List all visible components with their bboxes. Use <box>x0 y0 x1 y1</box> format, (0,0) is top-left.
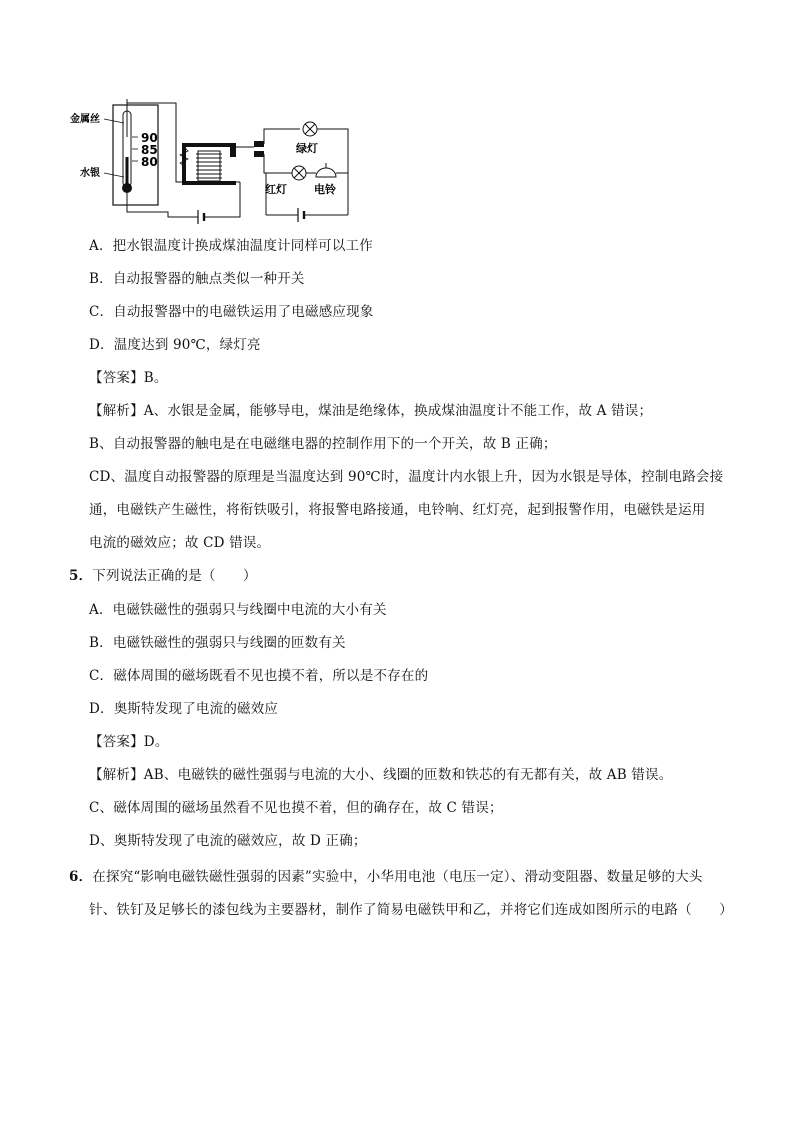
label-red-light: 红灯 <box>265 183 287 196</box>
q4-option-c: C．自动报警器中的电磁铁运用了电磁感应现象 <box>89 304 374 320</box>
q5-analysis-line-1: 【解析】AB、电磁铁的磁性强弱与电流的大小、线圈的匝数和铁芯的有无都有关，故 AB 错误。 <box>89 767 673 783</box>
tick-80: 80 <box>141 155 158 169</box>
q4-analysis-line-3: CD、温度自动报警器的原理是当温度达到 90℃时，温度计内水银上升，因为水银是导体，控制电路会接 <box>89 469 724 485</box>
q4-analysis-line-4: 通，电磁铁产生磁性，将衔铁吸引，将报警电路接通，电铃响、红灯亮，起到报警作用，电磁铁是运用 <box>89 502 706 518</box>
contact-top <box>254 141 264 147</box>
q4-analysis-line-1: 【解析】A、水银是金属，能够导电，煤油是绝缘体，换成煤油温度计不能工作，故 A 错误； <box>89 403 653 419</box>
q6-stem-text-1: 在探究“影响电磁铁磁性强弱的因素”实验中，小华用电池（电压一定）、滑动变阻器、数量足够的大头 <box>92 869 703 885</box>
label-green-light: 绿灯 <box>296 142 318 155</box>
q5-option-a: A．电磁铁磁性的强弱只与线圈中电流的大小有关 <box>89 602 387 618</box>
alarm-wire-green <box>264 129 300 144</box>
q5-analysis-line-3: D、奥斯特发现了电流的磁效应，故 D 正确； <box>89 833 367 849</box>
label-metal-wire: 金属丝 <box>70 114 100 125</box>
q6-stem-line-2: 针、铁钉及足够长的漆包线为主要器材，制作了简易电磁铁甲和乙，并将它们连成如图所示的电路（ ） <box>89 902 733 918</box>
q5-analysis-line-2: C、磁体周围的磁场虽然看不见也摸不着，但的确存在，故 C 错误； <box>89 800 503 816</box>
q5-option-d: D．奥斯特发现了电流的磁效应 <box>89 701 279 717</box>
q5-option-c: C．磁体周围的磁场既看不见也摸不着，所以是不存在的 <box>89 668 429 684</box>
tick-90: 90 <box>141 131 158 145</box>
label-bell: 电铃 <box>314 183 336 196</box>
q4-option-a: A．把水银温度计换成煤油温度计同样可以工作 <box>89 238 373 254</box>
q4-answer: 【答案】B。 <box>89 370 168 386</box>
electric-bell <box>316 168 336 177</box>
contact-bottom <box>254 151 264 157</box>
q5-stem-text: 下列说法正确的是（ ） <box>92 568 257 584</box>
q4-option-d: D．温度达到 90℃，绿灯亮 <box>89 337 261 353</box>
q4-option-b: B．自动报警器的触点类似一种开关 <box>89 271 305 287</box>
q5-option-b: B．电磁铁磁性的强弱只与线圈的匝数有关 <box>89 635 346 651</box>
q5-answer: 【答案】D。 <box>89 734 169 750</box>
metal-wire-pointer <box>104 119 124 123</box>
q6-stem-line-1 <box>69 867 703 887</box>
mercury-pointer <box>104 173 124 177</box>
alarm-circuit-figure <box>70 97 360 227</box>
label-mercury: 水银 <box>80 168 100 179</box>
q5-number: 5． <box>69 568 93 584</box>
q4-analysis-line-2: B、自动报警器的触电是在电磁继电器的控制作用下的一个开关，故 B 正确； <box>89 436 557 452</box>
tick-85: 85 <box>141 143 158 157</box>
q4-analysis-line-5: 电流的磁效应；故 CD 错误。 <box>89 535 271 551</box>
control-wire-right <box>204 182 240 217</box>
q6-number: 6． <box>69 869 93 885</box>
armature <box>182 143 234 147</box>
q5-stem <box>69 566 257 586</box>
